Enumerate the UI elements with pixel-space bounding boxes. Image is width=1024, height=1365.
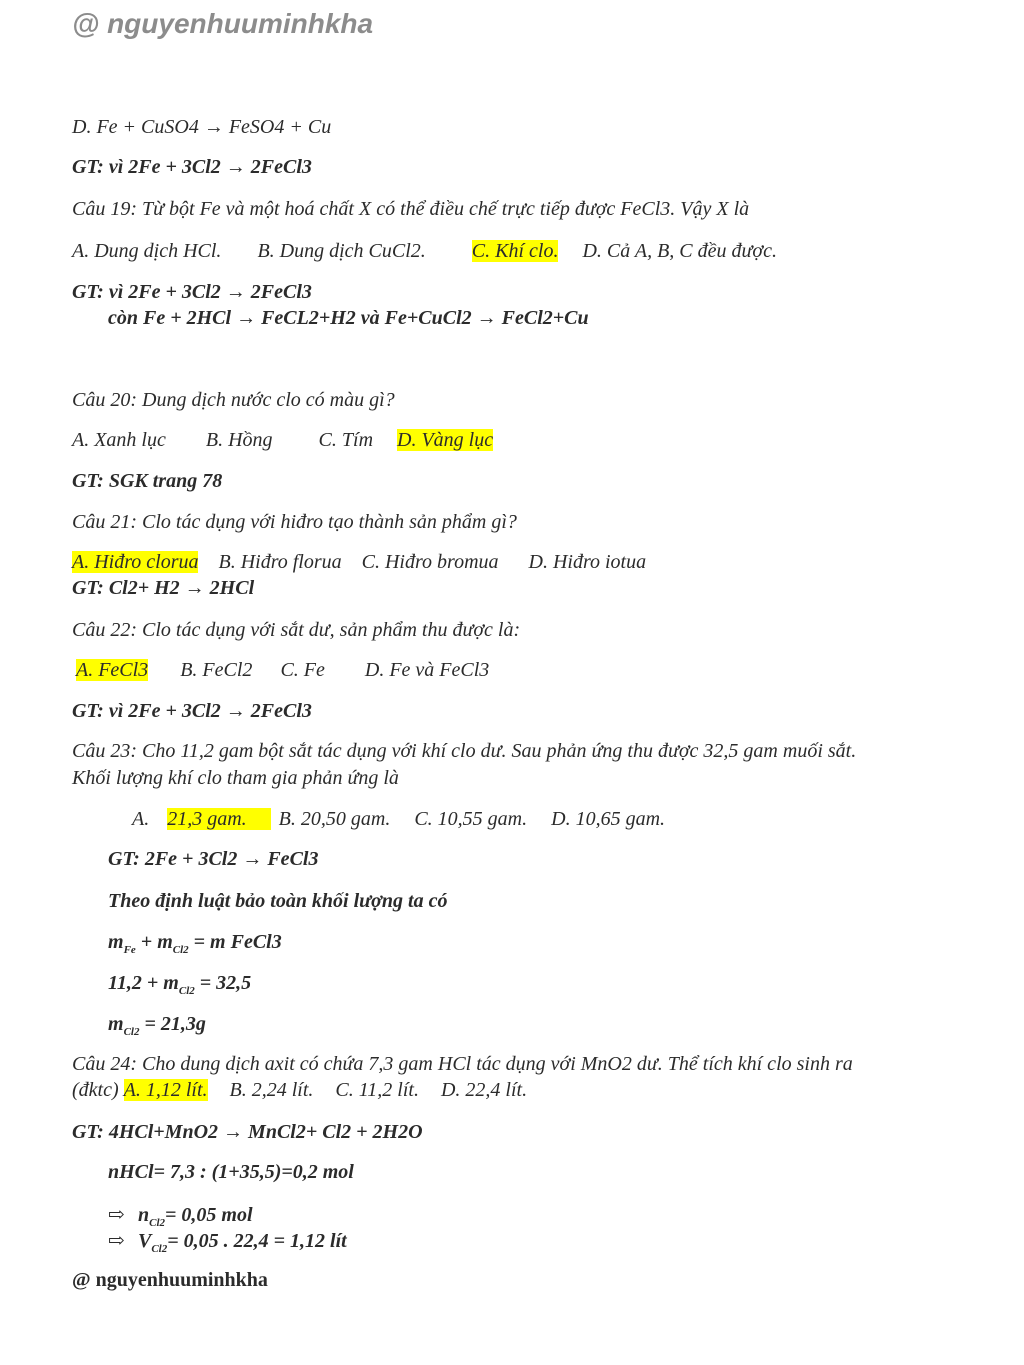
q24-option-d: D. 22,4 lít. bbox=[440, 1079, 528, 1101]
q20-option-a: A. Xanh lục bbox=[72, 429, 166, 451]
q24-question-2 bbox=[72, 1079, 527, 1102]
q21-option-b: B. Hiđro florua bbox=[218, 551, 342, 573]
q23-option-c: C. 10,55 gam. bbox=[414, 808, 528, 830]
q19-gt-1: GT: vì 2Fe + 3Cl2 → 2FeCl3 bbox=[72, 281, 312, 303]
q23-eq2-a: 11,2 + m bbox=[108, 972, 179, 994]
q23-question-2: Khối lượng khí clo tham gia phản ứng là bbox=[72, 767, 399, 789]
q24-calc-3-b: = 0,05 . 22,4 = 1,12 lít bbox=[167, 1230, 347, 1252]
q21-option-c: C. Hiđro bromua bbox=[361, 551, 499, 573]
q23-eq1 bbox=[108, 931, 282, 956]
q22-option-b: B. FeCl2 bbox=[180, 659, 253, 681]
q23-eq1-rest: = m FeCl3 bbox=[188, 931, 282, 953]
q21-option-a-answer: A. Hiđro clorua bbox=[72, 551, 199, 573]
q23-option-d: D. 10,65 gam. bbox=[551, 808, 666, 830]
q23-eq3-sub: Cl2 bbox=[123, 1026, 140, 1038]
q23-question-1: Câu 23: Cho 11,2 gam bột sắt tác dụng với khí clo dư. Sau phản ứng thu được 32,5 gam muối sắt. bbox=[72, 740, 857, 762]
q20-option-c: C. Tím bbox=[318, 429, 374, 451]
q24-calc-3-a: V bbox=[138, 1230, 152, 1252]
q23-eq2-sub: Cl2 bbox=[178, 985, 195, 997]
q19-option-b: B. Dung dịch CuCl2. bbox=[257, 240, 426, 262]
q24-calc-2-sub: Cl2 bbox=[149, 1217, 166, 1229]
q24-calc-1: nHCl= 7,3 : (1+35,5)=0,2 mol bbox=[108, 1161, 354, 1183]
q19-option-a: A. Dung dịch HCl. bbox=[72, 240, 222, 262]
q23-eq1-m: m bbox=[108, 931, 124, 953]
q21-gt: GT: Cl2+ H2 → 2HCl bbox=[72, 577, 255, 599]
q24-option-c: C. 11,2 lít. bbox=[335, 1079, 419, 1101]
q23-law: Theo định luật bảo toàn khối lượng ta có bbox=[108, 890, 448, 912]
implies-arrow-icon: ⇨ bbox=[108, 1230, 125, 1252]
q23-eq1-plus: + m bbox=[135, 931, 173, 953]
q19-option-d: D. Cả A, B, C đều được. bbox=[582, 240, 777, 262]
q23-eq1-sub-fe: Fe bbox=[123, 944, 136, 956]
q24-calc-2-b: = 0,05 mol bbox=[165, 1204, 253, 1226]
q20-gt: GT: SGK trang 78 bbox=[72, 470, 223, 492]
q24-calc-2-a: n bbox=[138, 1204, 150, 1226]
q20-options bbox=[72, 429, 493, 452]
q20-question: Câu 20: Dung dịch nước clo có màu gì? bbox=[72, 389, 395, 411]
q21-options bbox=[72, 551, 646, 574]
q23-eq3 bbox=[108, 1013, 206, 1038]
q24-calc-3 bbox=[108, 1228, 347, 1255]
q23-option-b: B. 20,50 gam. bbox=[278, 808, 391, 830]
implies-arrow-icon: ⇨ bbox=[108, 1204, 125, 1226]
q22-option-c: C. Fe bbox=[280, 659, 325, 681]
q24-question-2-prefix: (đktc) bbox=[72, 1079, 119, 1101]
q21-option-d: D. Hiđro iotua bbox=[528, 551, 647, 573]
q24-calc-3-sub: Cl2 bbox=[151, 1243, 168, 1255]
q23-gt: GT: 2Fe + 3Cl2 → FeCl3 bbox=[108, 848, 319, 870]
q21-question: Câu 21: Clo tác dụng với hiđro tạo thành sản phẩm gì? bbox=[72, 511, 517, 533]
q22-question: Câu 22: Clo tác dụng với sắt dư, sản phẩm thu được là: bbox=[72, 619, 521, 641]
q23-eq3-b: = 21,3g bbox=[139, 1013, 206, 1035]
q22-option-d: D. Fe và FeCl3 bbox=[364, 659, 490, 681]
watermark-top: @ nguyenhuuminhkha bbox=[72, 8, 374, 39]
q18-option-d: D. Fe + CuSO4 → FeSO4 + Cu bbox=[72, 116, 332, 138]
q23-eq2-b: = 32,5 bbox=[194, 972, 252, 994]
q24-gt: GT: 4HCl+MnO2 → MnCl2+ Cl2 + 2H2O bbox=[72, 1121, 423, 1143]
q22-option-a-answer: A. FeCl3 bbox=[76, 659, 149, 681]
q23-eq1-sub-cl: Cl2 bbox=[172, 944, 189, 956]
q23-options bbox=[132, 808, 665, 831]
q20-option-d-answer: D. Vàng lục bbox=[397, 429, 494, 451]
q24-option-b: B. 2,24 lít. bbox=[229, 1079, 314, 1101]
q19-question: Câu 19: Từ bột Fe và một hoá chất X có thể điều chế trực tiếp được FeCl3. Vậy X là bbox=[72, 198, 750, 220]
watermark-bottom: @ nguyenhuuminhkha bbox=[72, 1269, 268, 1291]
q23-option-a-answer: 21,3 gam. bbox=[167, 808, 270, 830]
q23-option-a-label: A. bbox=[132, 808, 150, 830]
q22-gt: GT: vì 2Fe + 3Cl2 → 2FeCl3 bbox=[72, 700, 312, 722]
q19-gt-2: còn Fe + 2HCl → FeCL2+H2 và Fe+CuCl2 → FeCl2+Cu bbox=[108, 307, 589, 329]
q19-option-c-answer: C. Khí clo. bbox=[471, 240, 559, 262]
q23-eq2 bbox=[108, 972, 251, 997]
q18-gt: GT: vì 2Fe + 3Cl2 → 2FeCl3 bbox=[72, 156, 312, 178]
q22-options bbox=[76, 659, 489, 682]
q24-question-1: Câu 24: Cho dung dịch axit có chứa 7,3 gam HCl tác dụng với MnO2 dư. Thể tích khí clo sinh ra bbox=[72, 1053, 853, 1075]
q24-calc-2 bbox=[108, 1202, 253, 1229]
q23-eq3-a: m bbox=[108, 1013, 124, 1035]
q24-option-a-answer: A. 1,12 lít. bbox=[123, 1079, 208, 1101]
q20-option-b: B. Hồng bbox=[205, 429, 273, 451]
q19-options bbox=[72, 240, 777, 263]
